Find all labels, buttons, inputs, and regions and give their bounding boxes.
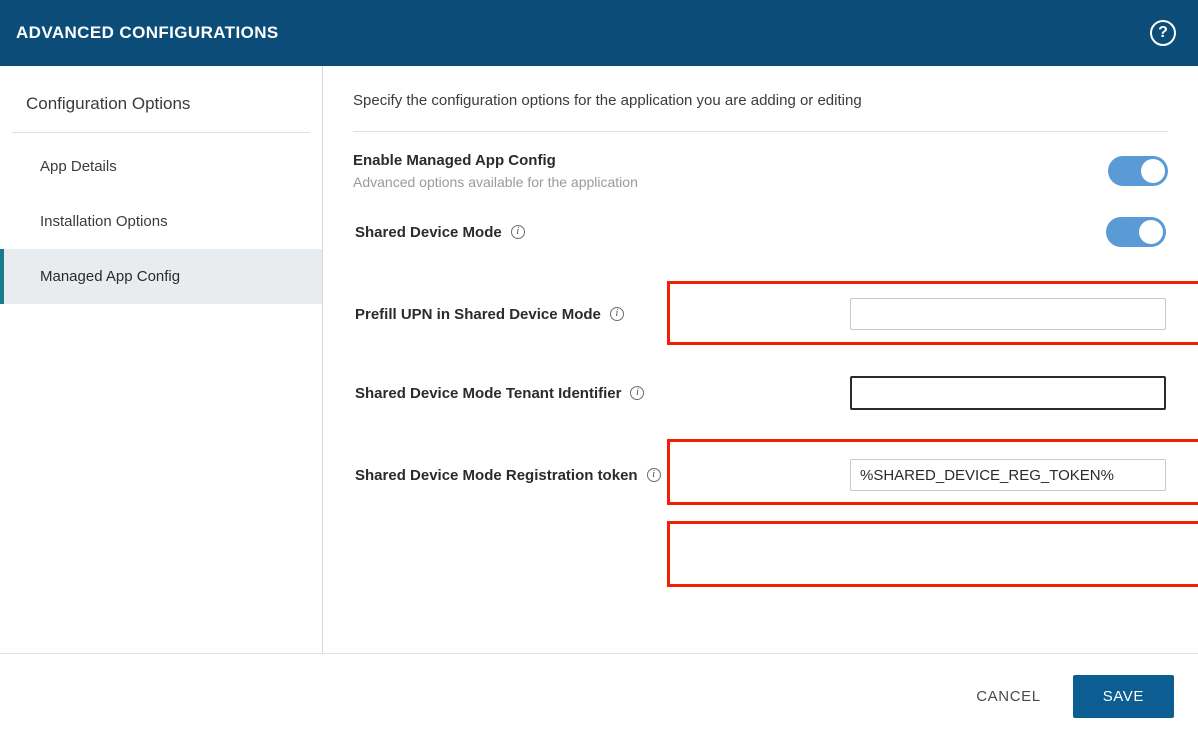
toggle-knob	[1141, 159, 1165, 183]
row-label	[355, 385, 644, 402]
info-icon[interactable]: i	[511, 225, 525, 239]
row-label	[355, 306, 624, 323]
registration-token-input[interactable]	[850, 459, 1166, 491]
row-registration-token	[353, 442, 1168, 508]
page-title: ADVANCED CONFIGURATIONS	[16, 23, 279, 42]
label-text: Shared Device Mode	[355, 223, 502, 241]
label-text: Shared Device Mode Registration token	[355, 466, 638, 484]
info-icon[interactable]: i	[647, 468, 661, 482]
sidebar-item-label: App Details	[40, 158, 117, 175]
sidebar-list	[0, 139, 322, 304]
toggle-knob	[1139, 220, 1163, 244]
row-prefill-upn	[353, 282, 1168, 346]
help-circle-icon[interactable]: ?	[1150, 20, 1176, 46]
row-tenant-identifier	[353, 360, 1168, 426]
dialog-body	[0, 66, 1198, 654]
prefill-upn-input[interactable]	[850, 298, 1166, 330]
toggle-enable-managed-app-config[interactable]	[1108, 156, 1168, 186]
sidebar-item-managed-app-config[interactable]	[0, 249, 322, 304]
sidebar-item-app-details[interactable]	[0, 139, 322, 194]
sidebar-heading: Configuration Options	[12, 88, 310, 133]
save-button[interactable]: SAVE	[1073, 675, 1174, 718]
info-icon[interactable]: i	[630, 386, 644, 400]
dialog-footer	[0, 654, 1198, 738]
row-label	[355, 224, 525, 241]
label-text: Enable Managed App Config	[353, 152, 556, 169]
row-labels	[353, 152, 638, 190]
toggle-shared-device-mode[interactable]	[1106, 217, 1166, 247]
main-panel	[323, 66, 1198, 653]
tenant-identifier-input[interactable]	[850, 376, 1166, 410]
highlight-box-registration-token	[667, 521, 1198, 587]
row-enable-managed-app-config	[353, 144, 1168, 200]
cancel-button[interactable]: CANCEL	[970, 678, 1046, 715]
label-text: Shared Device Mode Tenant Identifier	[355, 384, 622, 402]
label-text: Prefill UPN in Shared Device Mode	[355, 305, 601, 323]
row-labels	[355, 224, 525, 241]
row-sublabel: Advanced options available for the application	[353, 174, 638, 190]
info-icon[interactable]: i	[610, 307, 624, 321]
dialog-header	[0, 0, 1198, 66]
row-labels	[355, 306, 624, 323]
sidebar-item-label: Installation Options	[40, 213, 168, 230]
sidebar	[0, 66, 323, 653]
config-rows	[353, 132, 1168, 508]
main-intro-text: Specify the configuration options for the application you are adding or editing	[353, 92, 1168, 132]
sidebar-item-label: Managed App Config	[40, 268, 181, 285]
row-shared-device-mode	[353, 200, 1168, 264]
row-label	[353, 152, 638, 169]
row-labels	[355, 467, 661, 484]
row-labels	[355, 385, 644, 402]
sidebar-item-installation-options[interactable]	[0, 194, 322, 249]
row-label	[355, 467, 661, 484]
